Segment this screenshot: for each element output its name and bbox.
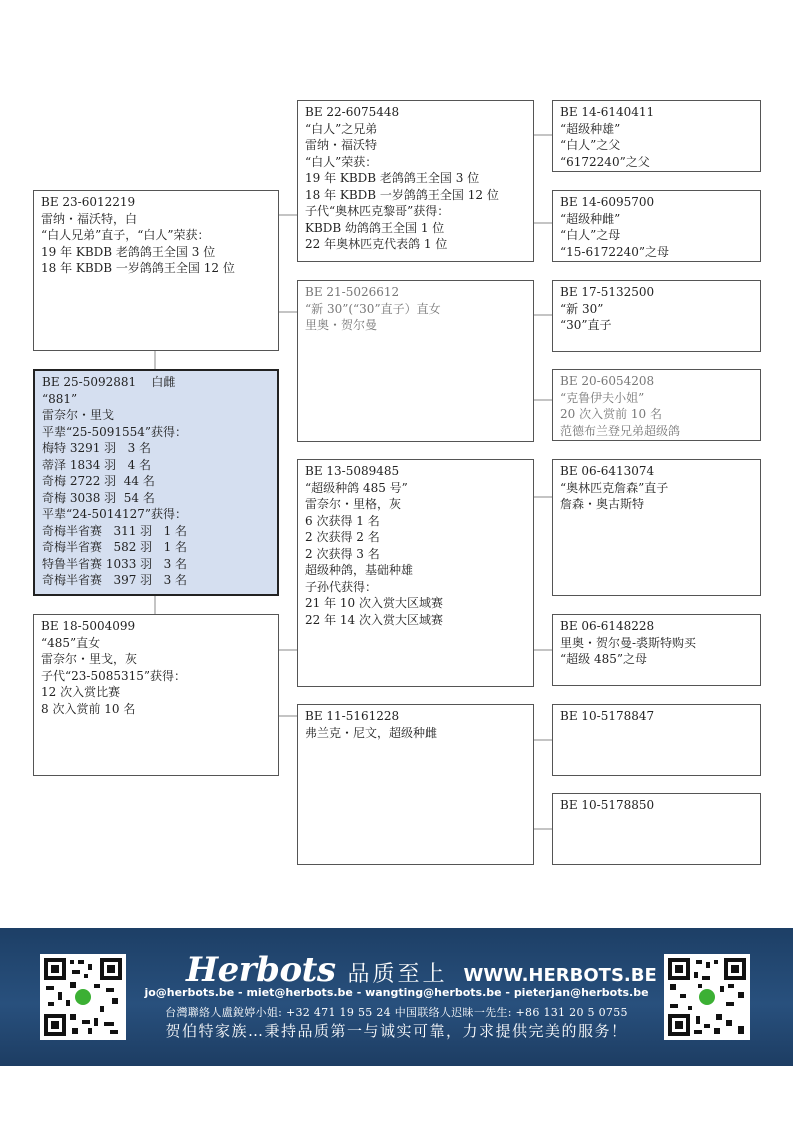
website-link[interactable]: WWW.HERBOTS.BE <box>463 965 657 986</box>
pedigree-info-line: “485”直女 <box>41 635 101 650</box>
pedigree-info-line: 詹森・奥古斯特 <box>560 497 645 511</box>
great-grand-box-1 <box>552 100 761 172</box>
pedigree-info-line: 里奥・贺尔曼 <box>305 318 378 332</box>
footer-banner <box>0 928 793 1066</box>
subject-pigeon-box <box>33 369 279 596</box>
ring-number: BE 06-6148228 <box>560 619 655 633</box>
pedigree-info-line: “白人”荣获： <box>305 154 378 169</box>
pedigree-info-line: “白人”之母 <box>560 228 621 242</box>
sire-box <box>33 190 279 351</box>
sire-sire-box <box>297 100 534 262</box>
pedigree-info-line: 雷奈尔・里格，灰 <box>305 497 402 511</box>
ring-number: BE 18-5004099 <box>41 619 136 633</box>
pedigree-info-line: 12 次入赏比赛 <box>41 685 121 699</box>
pedigree-info-line: 范德布兰登兄弟超级鸽 <box>560 423 681 438</box>
motto-text: 贺伯特家族…秉持品质第一与诚实可靠，力求提供完美的服务！ <box>165 1022 628 1040</box>
pedigree-info-line: 雷奈尔・里戈，灰 <box>41 652 138 666</box>
ring-number: BE 17-5132500 <box>560 285 655 299</box>
qr-code-right[interactable] <box>664 954 750 1040</box>
great-grand-box-8 <box>552 793 761 865</box>
pedigree-info-line: 平辈“24-5014127”获得： <box>42 507 188 521</box>
pedigree-info-line: 奇梅半省赛 582 羽 1 名 <box>42 540 188 554</box>
pedigree-info-line: “881” <box>42 391 78 406</box>
pedigree-info-line: 19 年 KBDB 老鸽鸽王全国 3 位 <box>41 244 216 259</box>
sire-dam-box <box>297 280 534 442</box>
pedigree-info-line: 6 次获得 1 名 <box>305 513 380 528</box>
pedigree-info-line: 奇梅半省赛 397 羽 3 名 <box>42 573 188 587</box>
pedigree-info-line: “白人兄弟”直子，“白人”荣获： <box>41 228 210 242</box>
ring-number: BE 21-5026612 <box>305 285 400 299</box>
pedigree-info-line: 平辈“25-5091554”获得： <box>42 424 188 439</box>
great-grand-box-2 <box>552 190 761 262</box>
great-grand-box-3 <box>552 280 761 352</box>
great-grand-box-6 <box>552 614 761 686</box>
great-grand-box-4 <box>552 369 761 441</box>
ring-number: BE 14-6140411 <box>560 105 655 119</box>
pedigree-info-line: “白人”之父 <box>560 138 621 152</box>
pedigree-info-line: 蒂泽 1834 羽 4 名 <box>42 457 152 472</box>
pedigree-info-line: 2 次获得 2 名 <box>305 530 380 544</box>
ring-number: BE 06-6413074 <box>560 464 655 478</box>
ring-number: BE 10-5178847 <box>560 709 655 723</box>
pedigree-info-line: “超级种鸽 485 号” <box>305 480 408 495</box>
pedigree-info-line: “15-6172240”之母 <box>560 244 670 259</box>
slogan: 品质至上 <box>347 962 448 987</box>
pedigree-info-line: 子代“23-5085315”获得： <box>41 668 187 683</box>
pedigree-info-line: “超级种雌” <box>560 211 621 226</box>
pedigree-info-line: 雷纳・福沃特，白 <box>41 211 138 226</box>
dam-box <box>33 614 279 776</box>
pedigree-info-line: 里奥・贺尔曼-裘斯特购买 <box>560 635 697 650</box>
pedigree-info-line: “新 30”(“30”直子）直女 <box>305 301 441 316</box>
pedigree-info-line: 22 年奥林匹克代表鸽 1 位 <box>305 237 448 251</box>
ring-number: BE 25-5092881 白雌 <box>42 375 176 389</box>
email-addresses[interactable]: jo@herbots.be - miet@herbots.be - wangting@herbots.be - pieterjan@herbots.be <box>144 986 649 999</box>
pedigree-info-line: “超级种雄” <box>560 121 621 136</box>
pedigree-info-line: “30”直子 <box>560 318 612 332</box>
pedigree-info-line: “6172240”之父 <box>560 154 650 169</box>
pedigree-info-line: 超级种鸽，基础种雄 <box>305 563 414 577</box>
contact-phones: 台灣聯絡人盧銳婷小姐: +32 471 19 55 24 中国联络人迟昧一先生: +86 131 20 5 0755 <box>165 1006 628 1019</box>
ring-number: BE 13-5089485 <box>305 464 400 478</box>
ring-number: BE 14-6095700 <box>560 195 655 209</box>
ring-number: BE 23-6012219 <box>41 195 136 209</box>
great-grand-box-5 <box>552 459 761 596</box>
qr-code-icon <box>668 958 746 1036</box>
herbots-logo: Herbots <box>186 950 336 990</box>
pedigree-info-line: “奥林匹克詹森”直子 <box>560 480 669 495</box>
pedigree-info-line: 8 次入赏前 10 名 <box>41 701 136 716</box>
ring-number: BE 10-5178850 <box>560 798 655 812</box>
pedigree-info-line: 奇梅半省赛 311 羽 1 名 <box>42 523 188 538</box>
pedigree-info-line: 奇梅 2722 羽 44 名 <box>42 474 155 488</box>
pedigree-info-line: 梅特 3291 羽 3 名 <box>42 441 152 455</box>
pedigree-info-line: 2 次获得 3 名 <box>305 546 380 561</box>
pedigree-info-line: 22 年 14 次入赏大区域赛 <box>305 612 443 627</box>
dam-dam-box <box>297 704 534 865</box>
ring-number: BE 20-6054208 <box>560 374 655 388</box>
ring-number: BE 22-6075448 <box>305 105 400 119</box>
great-grand-box-7 <box>552 704 761 776</box>
pedigree-info-line: KBDB 幼鸽鸽王全国 1 位 <box>305 220 445 235</box>
pedigree-info-line: 21 年 10 次入赏大区域赛 <box>305 596 443 610</box>
pedigree-info-line: 子代“奥林匹克黎哥”获得： <box>305 204 450 218</box>
pedigree-info-line: 雷纳・福沃特 <box>305 138 378 152</box>
brand-row <box>186 950 657 990</box>
pedigree-info-line: 20 次入赏前 10 名 <box>560 407 662 421</box>
pedigree-info-line: 弗兰克・尼文，超级种雌 <box>305 725 438 740</box>
pedigree-info-line: 19 年 KBDB 老鸽鸽王全国 3 位 <box>305 171 480 185</box>
pedigree-info-line: 18 年 KBDB 一岁鸽鸽王全国 12 位 <box>305 187 499 202</box>
ring-number: BE 11-5161228 <box>305 709 400 723</box>
pedigree-info-line: “克鲁伊夫小姐” <box>560 390 645 405</box>
pedigree-info-line: “超级 485”之母 <box>560 652 647 666</box>
pedigree-info-line: 特鲁半省赛 1033 羽 3 名 <box>42 556 188 571</box>
dam-sire-box <box>297 459 534 687</box>
pedigree-info-line: 雷奈尔・里戈 <box>42 408 115 422</box>
pedigree-info-line: 奇梅 3038 羽 54 名 <box>42 490 155 505</box>
pedigree-info-line: 18 年 KBDB 一岁鸽鸽王全国 12 位 <box>41 261 235 275</box>
pedigree-info-line: 子孙代获得： <box>305 579 378 594</box>
pedigree-info-line: “白人”之兄弟 <box>305 121 378 136</box>
pedigree-info-line: “新 30” <box>560 301 604 316</box>
